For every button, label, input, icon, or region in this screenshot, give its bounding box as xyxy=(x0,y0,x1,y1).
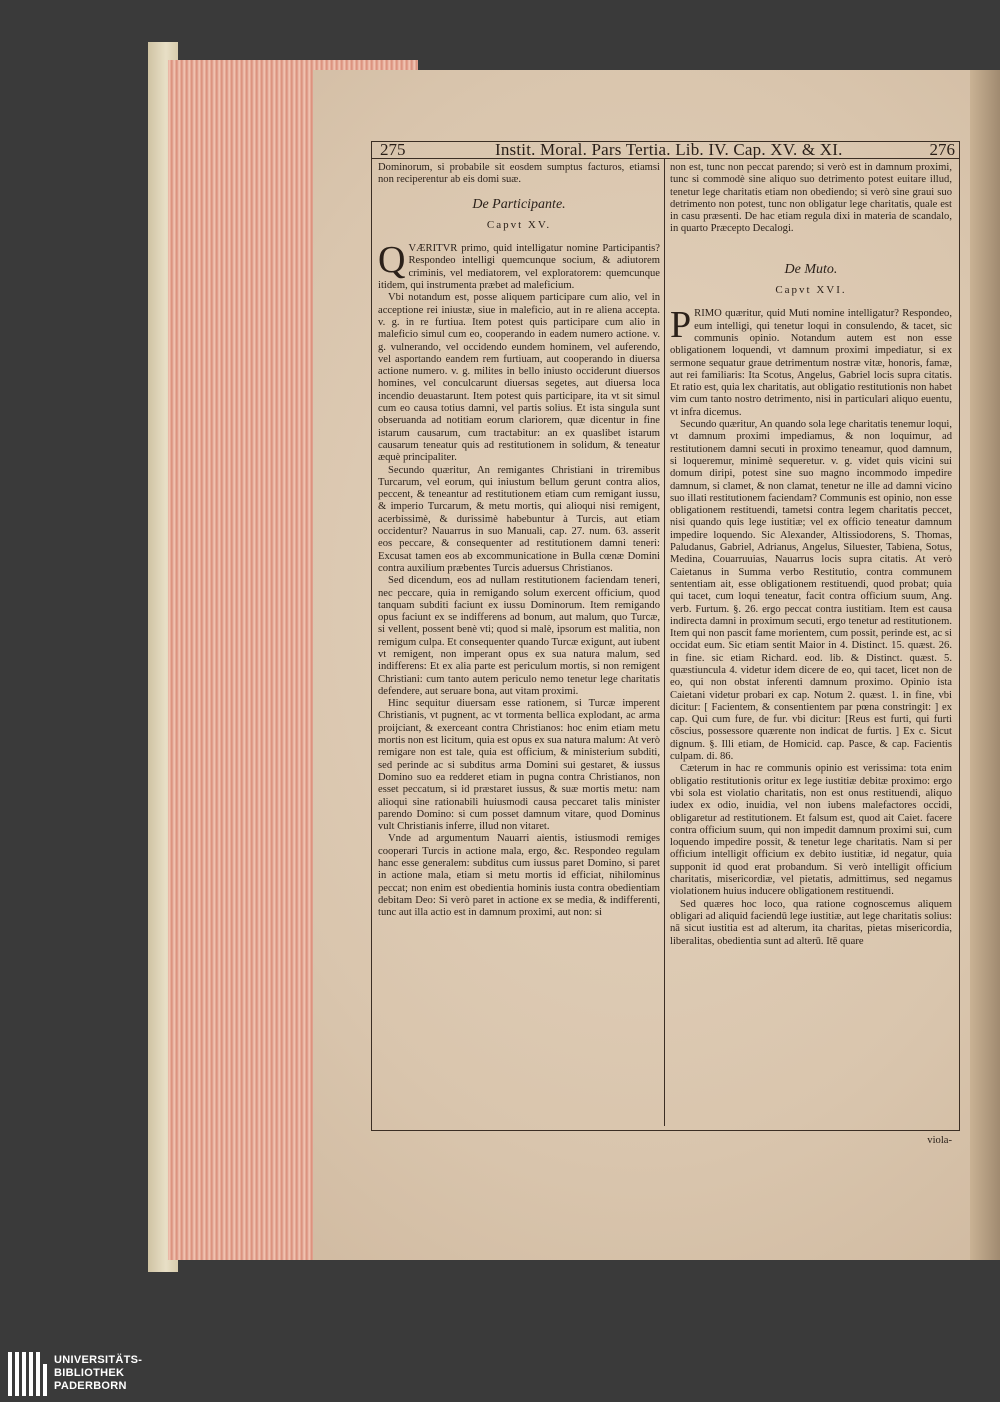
left-intro: Dominorum, si probabile sit eosdem sumptus facturos, etiamsi non reciperentur ab eis domi suæ. xyxy=(378,162,660,186)
paragraph: Secundo quæritur, An quando sola lege charitatis tenemur loqui, vt damnum proximi impediamus, & non loquimur, ad restitutionem damni secuti in proximo teneamur, quod damnum, si loqueremur, minimè sequeretur. v. g. videt quis vicini sui domum diripi, potest sine suo magno incommodo impedire damnum, si clamet, & non clamat, tenetur ne ille ad damni vicino suo illati restitutionem faciendam? Communis est opinio, non esse obligationem restituendi, tametsi contra legem charitatis peccet, nisi quando quis lege iustitiæ; vel ex officio teneatur damnum impedire loquendo. Sic Alexander, Altissiodorens, S. Thomas, Paludanus, Gabriel, Adrianus, Angelus, Siluester, Tabiena, Sotus, Medina, Couarruuias, Nauarrus locis supra citatis. At verò Caietanus in Summa verbo Restitutio, contra communem sententiam ait, esse obligationem restituendi, quod probat; quia qui tacet, cum loqui teneatur, facit contra officium suum, Ang. verb. Furtum. §. 26. ergo peccat contra iustitiam. Item est causa indirecta damni in proximum secuti, ergo tenetur ad restitutionem. Item qui non pascit fame morientem, cum possit, perinde est, ac si occidat eum. Sic etiam sentit Maior in 4. Distinct. 15. quæst. 26. in fine. sic etiam Richard. eod. lib. & Distinct. quæst. 5. quæstiuncula 4. videtur idem dicere de eo, qui tacet, licet non de eo, qui non obstat inferenti damnum proximo. Opinio ista Caietani videtur probari ex cap. Notum 2. quæst. 1. in fine, vbi dicitur: [ Facientem, & consentientem par pœna constringit: ] ex cap. Qui cum fure, de fur. vbi dicitur: [Reus est furti, qui furti cōscius, possessore quærente non indicat de furtis. ] Ex c. Sicut dignum. §. Illi etiam, de Homicid. cap. Pasce, & cap. Facientis culpam. di. 86. xyxy=(670,419,953,763)
right-column xyxy=(670,162,952,948)
left-column xyxy=(378,162,660,920)
logo-line-2: BIBLIOTHEK xyxy=(54,1367,125,1379)
running-title: Instit. Moral. Pars Tertia. Lib. IV. Cap. XV. & XI. xyxy=(495,140,843,159)
library-logo-icon xyxy=(8,1352,48,1396)
page-gutter-shadow xyxy=(970,70,1000,1260)
section-title-participante: De Participante. xyxy=(472,196,566,212)
drop-cap-p: P xyxy=(670,304,692,347)
chapter-heading-xvi: Capvt XVI. xyxy=(775,284,847,297)
library-logo-text xyxy=(54,1354,142,1393)
page-number-right: 276 xyxy=(929,140,955,159)
paragraph: Vbi notandum est, posse aliquem participare cum alio, vel in acceptione rei iniustæ, siue in maleficio, aut in re aliena accepta. v. g. in re furtiua. Item potest quis participare cum alio in maleficio simul cum eo, cooperando in eadem numero actione. v. g. vulnerando, vel occidendo eundem hominem, vel auferendo, vel asportando eandem rem furtiuam, aut cooperando in diuersa actione numero. v. g. milites in bello iniusto occiderunt diuersos homines, vel conculcarunt diuersas segetes, aut diuersa loca incendio deuastarunt. Item potest quis participare, ita vt sit simul cum eo causa totius damni, vel partis solius. Et ista singula sunt obseruanda ad notitiam eorum clariorem, quæ dicentur in fine istarum causarum, cum tractabitur: an ex quaslibet istarum causarum teneatur quis ad restitutionem in solidum, & teneatur æquè principaliter. xyxy=(378,292,660,464)
logo-line-1: UNIVERSITÄTS- xyxy=(54,1354,143,1366)
paragraph: Secundo quæritur, An remigantes Christiani in triremibus Turcarum, vel eorum, qui iniustum bellum gerunt contra alios, peccent, & teneantur ad restitutionem etiam cum remigant iussu, & imperio Turcarum, & metu mortis, qui alioqui nisi remigent, acerbissimè, & durissimè habebuntur à Turcis, aut etiam occidentur? Nauarrus in suo Manuali, cap. 27. num. 63. asserit eos peccare, & consequenter ad restitutionem damni teneri: Excusat tamen eos ab excommunicatione in Bulla cœnæ Domini contra auxilium præbentes Turcis aduersus Christianos. xyxy=(378,464,660,574)
library-logo xyxy=(8,1352,208,1398)
page-header xyxy=(380,140,955,160)
paragraph: Cæterum in hac re communis opinio est verissima: tota enim obligatio restitutionis oritur ex lege iustitiæ debitæ proximo: ergo vbi sola est violatio charitatis, non est onus restituendi, aliquo iudex ex odio, inuidia, vel non iubens malefactores occidi, obligaretur ad restitutionem. Et falsum est, quod ait Caiet. facere contra officium suum, qui non impedit damnum proximi sui, cum loquendo impedire possit, & tenetur lege charitatis. Nam si per officium intelligit officium ex debito iustitiæ, id negatur, quia supponit id quod erat probandum. Si verò intelligit officium charitatis, misericordiæ, vel pietatis, admittimus, sed negamus violationem huius inducere obligationem restituendi. xyxy=(670,763,952,898)
catchword: viola- xyxy=(927,1135,952,1146)
paragraph: Vnde ad argumentum Nauarri aientis, istiusmodi remiges cooperari Turcis in actione mala, ergo, &c. Respondeo regulam hanc esse generalem: subditus cum iussus paret Domino, si paret in actione mala, etiam si metu mortis id efficiat, nihilominus peccat; non enim est obedientia hominis iusta contra obedientiam debitam Deo: Si verò paret in actione ex se media, & indifferenti, tunc aut illa actio est in damnum proximi, aut non: si xyxy=(378,833,660,919)
logo-line-3: PADERBORN xyxy=(54,1380,127,1392)
chapter-heading-xv: Capvt XV. xyxy=(486,218,552,231)
paragraph: VÆRITVR primo, quid intelligatur nomine Participantis? Respondeo intelligi quemcunque socium, & adiutorem criminis, vel mediatorem, vel exploratorem: quemcunque itidem, qui instrumenta præbet ad maleficium. xyxy=(378,243,660,292)
paragraph: Sed quæres hoc loco, qua ratione cognoscemus aliquem obligari ad aliquid faciendū lege iustitiæ, aut lege charitatis solius: nā sicut iustitia est ad alterum, ita charitas, pietas misericordia, liberalitas, obedientia sunt ad alterū. Itē quare xyxy=(670,898,952,947)
page-number-left: 275 xyxy=(380,140,406,159)
right-intro: non est, tunc non peccat parendo; si verò est in damnum proximi, tunc si commodè sine aliquo suo detrimento potest euitare illud, tenetur lege charitatis etiam non obediendo; si verò sine graui suo detrimento non potest, tunc non obligatur lege charitatis, quale est in casu præsenti. De hac etiam regula dixi in materia de scandalo, in quarto Præcepto Decalogi. xyxy=(670,162,952,235)
paragraph: RIMO quæritur, quid Muti nomine intelligatur? Respondeo, eum intelligi, qui tenetur loqui in consulendo, & tacet, sic communis opinio. Notandum autem est non esse obligationem loquendi, vt damnum proximi impediatur, si ex sermone sequatur graue detrimentum nostræ vitæ, honoris, famæ, aut rei familiaris: Ita Scotus, Angelus, Gabriel locis supra citatis. Et ratio est, quia lex charitatis, aut obligatio restitutionis non habet vim cum tanto nostro detrimento, nisi in particulari aliquo euentu, vt infra dicemus. xyxy=(670,308,952,418)
section-title-muto: De Muto. xyxy=(784,261,838,277)
paragraph: Hinc sequitur diuersam esse rationem, si Turcæ imperent Christianis, vt pugnent, ac vt tormenta bellica explodant, ac arma proijciant, & exerceant contra Christianos: hoc enim etiam metu mortis non est licitum, quia est opus ex sua natura malum: At verò remigare non est tale, quia est officium, & ministerium subditi, sed perinde ac si subditus arma Domini sui gestaret, & iussus Domino suo ea redderet etiam in pugna contra Christianos, non esset peccatum, si id præstaret iussus, & suæ mortis metu: nam alioqui sine rationabili huiusmodi causa peccaret talis minister parendo Domino: si cum posset damnum vitare, quod Dominus vult Christianis inferre, illud non vitaret. xyxy=(378,698,660,833)
drop-cap-q: Q xyxy=(378,239,406,282)
column-divider xyxy=(664,158,665,1126)
paragraph: Sed dicendum, eos ad nullam restitutionem faciendam teneri, nec peccare, quia in remigando solum exercent officium, quod tanquam subditi faciunt ex iussu Dominorum. Item remigando opus faciunt ex se indifferens ad bonum, aut malum, quo Turcæ, si vellent, possent benè vti; quod si malè, ipsorum est malitia, non remigum culpa. Et consequenter quando Turcæ exigunt, aut iubent vt remigent, non imperant opus ex sua natura malum, sed indifferens: Et ex alia parte est periculum mortis, si non remigent Christiani: cum tanto autem periculo nemo tenetur lege charitatis defendere, aut seruare bona, aut vitam proximi. xyxy=(378,575,660,697)
